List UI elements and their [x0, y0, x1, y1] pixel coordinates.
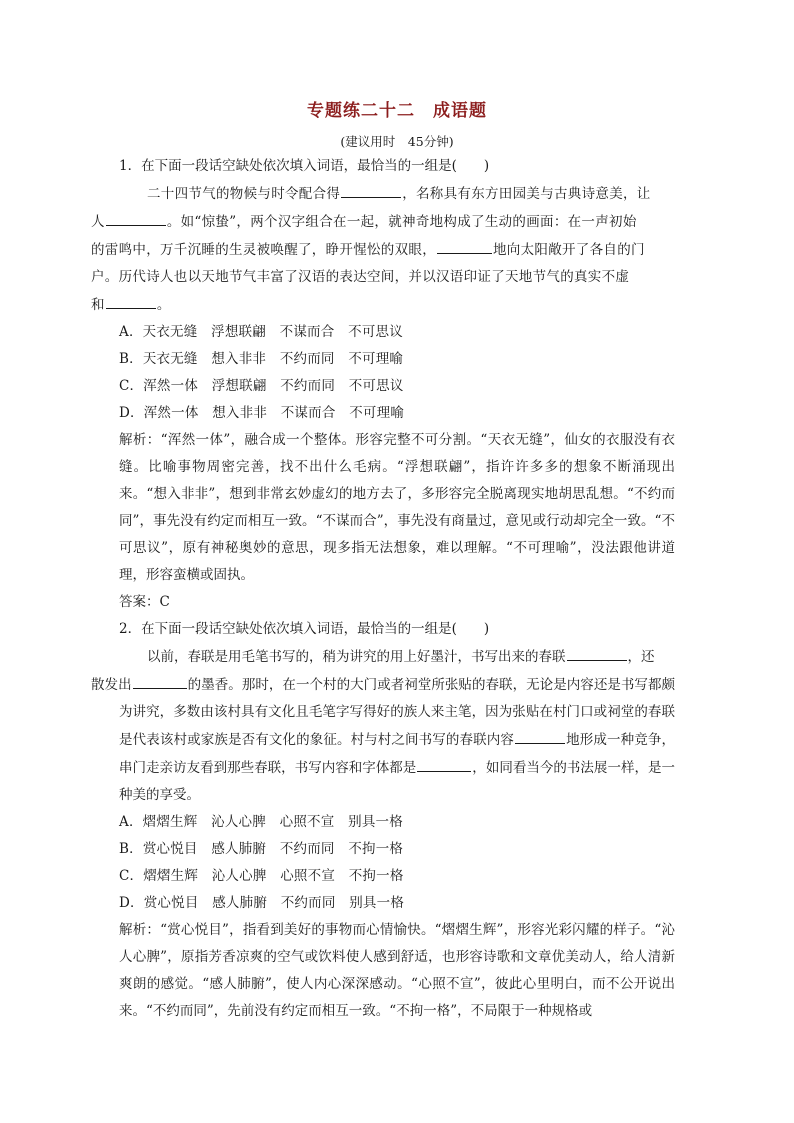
question-2-option-b: B．赏心悦目 感人肺腑 不约而同 不拘一格	[119, 841, 404, 857]
question-2-option-a: A．熠熠生辉 沁人心脾 心照不宣 别具一格	[119, 814, 403, 830]
question-1-stem: 1．在下面一段话空缺处依次填入词语，最恰当的一组是( )	[119, 158, 490, 174]
blank-2	[106, 208, 166, 226]
page-title: 专题练二十二 成语题	[307, 101, 487, 121]
blank-8	[417, 754, 471, 772]
blank-1	[341, 180, 401, 198]
question-1-option-a: A．天衣无缝 浮想联翩 不谋而合 不可思议	[119, 324, 403, 340]
question-2-analysis: 解析：“赏心悦目”，指看到美好的事物而心情愉快。“熠熠生辉”，形容光彩闪耀的样子。“沁人心脾”，原指芳香凉爽的空气或饮料使人感到舒适，也形容诗歌和文章优美动人，给人清新爽朗的感觉。“感人肺腑”，使人内心深深感动。“心照不宣”，彼此心里明白，而不公开说出来。“不约而同”，先前没有约定而相互一致。“不拘一格”，不局限于一种规格或	[119, 922, 675, 1019]
question-content	[91, 153, 676, 1025]
page-subtitle: (建议用时 45分钟)	[340, 134, 454, 149]
question-1-analysis: 解析：“浑然一体”，融合成一个整体。形容完整不可分割。“天衣无缝”，仙女的衣服没有衣缝。比喻事物周密完善，找不出什么毛病。“浮想联翩”，指许许多多的想象不断涌现出来。“想入非非”，想到非常玄妙虚幻的地方去了，多形容完全脱离现实地胡思乱想。“不约而同”，事先没有约定而相互一致。“不谋而合”，事先没有商量过，意见或行动却完全一致。“不可思议”，原有神秘奥妙的意思，现多指无法想象，难以理解。“不可理喻”，没法跟他讲道理，形容蛮横或固执。	[119, 432, 675, 583]
question-2-passage: 以前，春联是用毛笔书写的，稍为讲究的用上好墨汁，书写出来的春联 ，还 散发出 的墨香。那时，在一个村的大门或者祠堂所张贴的春联，无论是内容还是书写都颇为讲究，多数由该村具有文化且毛笔字写得好的族人来主笔，因为张贴在村门口或祠堂的春联是代表该村或家族是否有文化的象征。村与村之间书写的春联内容 地形成一种竞争，串门走亲访友看到那些春联，书写内容和字体都是 ，如同看当今的书法展一样，是一种美的享受。	[119, 643, 675, 809]
blank-3	[437, 236, 492, 254]
question-1-option-b: B．天衣无缝 想入非非 不约而同 不可理喻	[119, 351, 404, 367]
question-1-option-c: C．浑然一体 浮想联翩 不约而同 不可思议	[119, 378, 404, 394]
question-1-passage: 二十四节气的物候与时令配合得 ，名称具有东方田园美与古典诗意美，让 人 。如“惊蛰”，两个汉字组合在一起，就神奇地构成了生动的画面：在一声初始 的雷鸣中，万千沉睡的生灵被唤醒了，睁开惺忪的双眼， 地向太阳敞开了各自的门 户。历代诗人也以天地节气丰富了汉语的表达空间，并以汉语印证了天地节气的真实不虚 和 。	[119, 180, 675, 319]
blank-5	[567, 643, 627, 661]
blank-6	[133, 671, 187, 689]
blank-4	[106, 291, 156, 309]
question-2-option-c: C．熠熠生辉 沁人心脾 心照不宣 不拘一格	[119, 868, 404, 884]
question-1-option-d: D．浑然一体 想入非非 不谋而合 不可理喻	[119, 405, 405, 421]
blank-7	[515, 726, 565, 744]
question-1-answer: 答案：C	[119, 594, 170, 610]
question-2-option-d: D．赏心悦目 感人肺腑 不约而同 别具一格	[119, 895, 405, 911]
question-2-stem: 2．在下面一段话空缺处依次填入词语，最恰当的一组是( )	[119, 621, 490, 637]
